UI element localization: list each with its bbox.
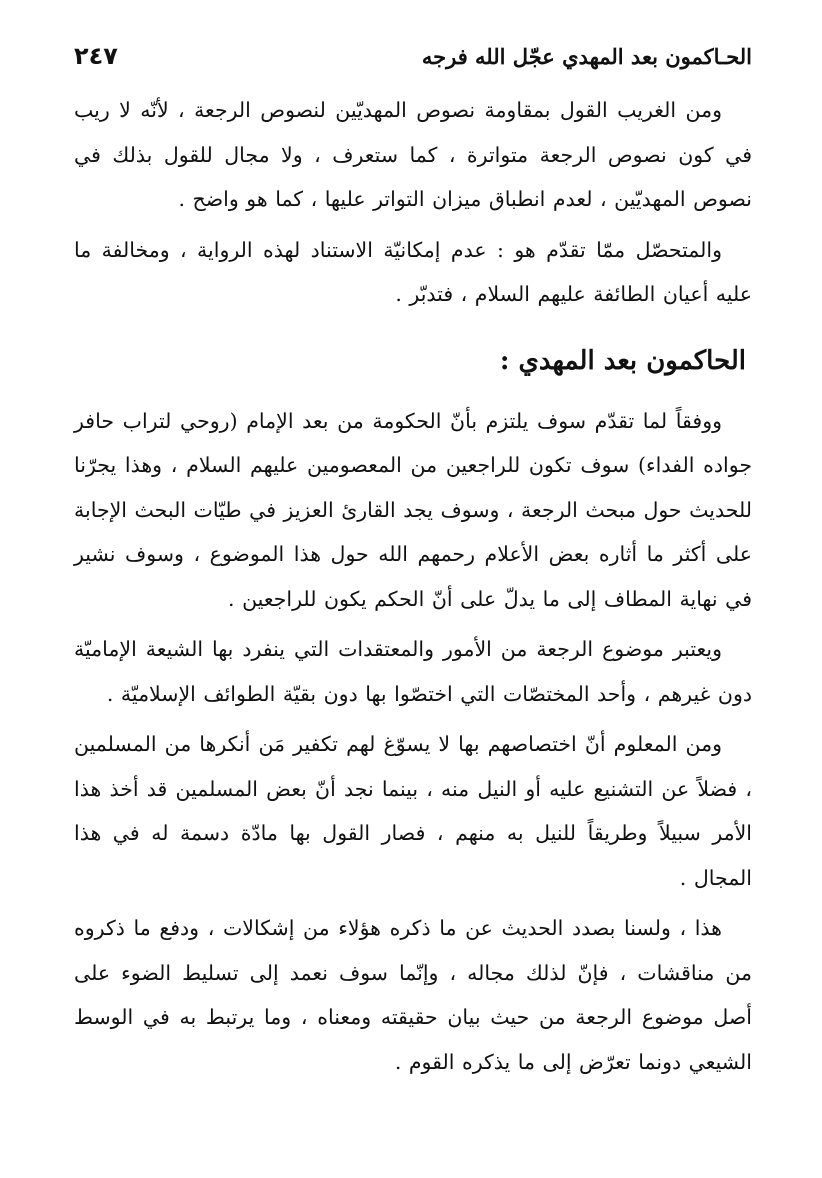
- paragraph: والمتحصّل ممّا تقدّم هو : عدم إمكانيّة الاستناد لهذه الرواية ، ومخالفة ما عليه أعيان الطائفة عليهم السلام ، فتدبّر .: [74, 237, 752, 306]
- running-header: [74, 36, 752, 76]
- page-number: ٢٤٧: [74, 42, 118, 70]
- section-heading: الحاكمون بعد المهدي :: [499, 345, 746, 376]
- document-page: [74, 36, 752, 1090]
- paragraph: ومن المعلوم أنّ اختصاصهم بها لا يسوّغ لهم تكفير مَن أنكرها من المسلمين ، فضلاً عن التشنيع عليه أو النيل منه ، بينما نجد أنّ بعض المسلمين قد أخذ هذا الأمر سبيلاً وطريقاً للنيل به منهم ، فصار القول بها مادّة دسمة له في هذا المجال .: [74, 732, 752, 890]
- paragraph: ووفقاً لما تقدّم سوف يلتزم بأنّ الحكومة من بعد الإمام (روحي لتراب حافر جواده الفداء) سوف تكون للراجعين من المعصومين عليهم السلام ، وهذا يجرّنا للحديث حول مبحث الرجعة ، وسوف يجد القارئ العزيز في طيّات البحث الإجابة على أكثر ما أثاره بعض الأعلام رحمهم الله حول هذا الموضوع ، وسوف نشير في نهاية المطاف إلى ما يدلّ على أنّ الحكم يكون للراجعين .: [74, 408, 752, 611]
- paragraph: هذا ، ولسنا بصدد الحديث عن ما ذكره هؤلاء من إشكالات ، ودفع ما ذكروه من مناقشات ، فإنّ لذلك مجاله ، وإنّما سوف نعمد إلى تسليط الضوء على أصل موضوع الرجعة من حيث بيان حقيقته ومعناه ، وما يرتبط به في الوسط الشيعي دونما تعرّض إلى ما يذكره القوم .: [74, 916, 752, 1074]
- paragraph: ومن الغريب القول بمقاومة نصوص المهديّين لنصوص الرجعة ، لأنّه لا ريب في كون نصوص الرجعة متواترة ، كما ستعرف ، ولا مجال للقول بذلك في نصوص المهديّين ، لعدم انطباق ميزان التواتر عليها ، كما هو واضح .: [74, 98, 752, 211]
- running-title: الحـاكمون بعد المهدي عجّل الله فرجه: [421, 43, 752, 69]
- paragraph: ويعتبر موضوع الرجعة من الأمور والمعتقدات التي ينفرد بها الشيعة الإماميّة دون غيرهم ، وأحد المختصّات التي اختصّوا بها دون بقيّة الطوائف الإسلاميّة .: [74, 637, 752, 706]
